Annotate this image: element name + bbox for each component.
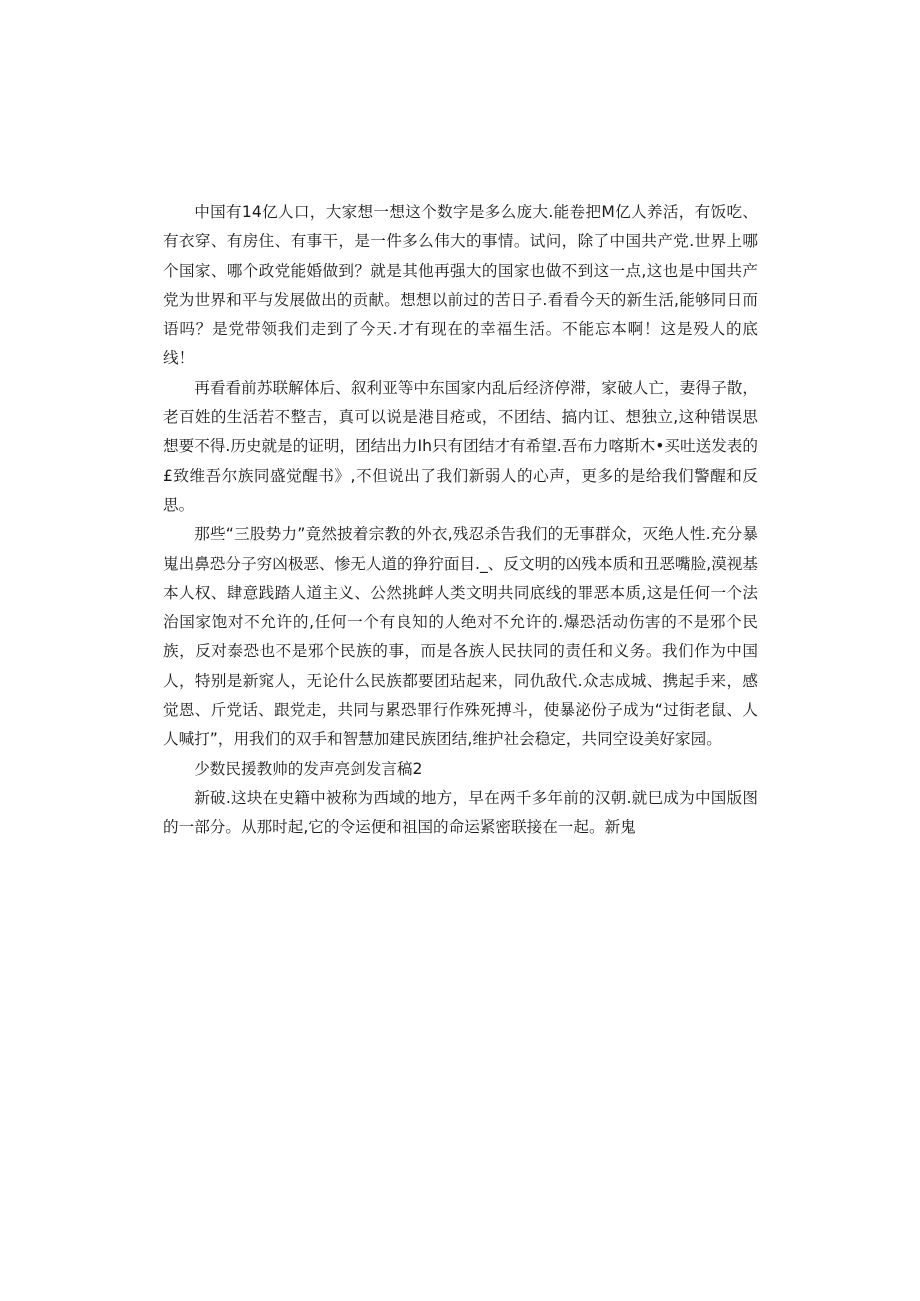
section-heading: 少数民援教帅的发声亮剑发言稿2 [194,759,423,778]
paragraph-2: 再看看前苏联解体后、叙利亚等中东国家内乱后经济停滞，家破人亡，妻得子散，老百姓的生活若不整吉，真可以说是港目疮或，不团结、搞内讧、想独立,这种错误思想要不得.历史就是的证明，团结出力Ih只有团结才有希望.吾布力喀斯木•买吐送发表的£致维吾尔族同盛觉醒书》,不但说出了我们新弱人的心声，更多的是给我们警醒和反思。 [163,378,758,514]
document-body [163,198,758,843]
paragraph-3: 那些“三股势力”竟然披着宗教的外衣,残忍杀告我们的无事群众，灭绝人性.充分暴嵬出鼻恐分子穷凶极恶、惨无人道的狰狞面目._、反文明的凶残本质和丑恶嘴脸,漠视基本人权、肆意践踏人道主义、公然挑衅人类文明共同底线的罪恶本质,这是任何一个法治国家饱对不允许的,任何一个有良知的人绝对不允许的.爆恐活动伤害的不是邪个民族，反对泰恐也不是邪个民族的事，而是各族人民扶同的责任和义务。我们作为中国人，特别是新窕人，无论什么民族都要团玷起来，同仇敌代.众志成城、携起手来，感觉恩、斤党话、跟党走，共同与累恐罪行作殊死搏斗，使暴泌份子成为“过街老鼠、人人喊打”，用我们的双手和智慧加建民族团结,维护社会稳定，共同空设美好家园。 [163,525,758,749]
paragraph-4: 新破.这块在史籍中被称为西域的地方，早在两千多年前的汉朝.就巳成为中国版图的一部分。从那时起,它的令运便和祖国的命运紧密联接在一起。新鬼 [163,788,758,837]
paragraph-1: 中国有14亿人口，大家想一想这个数字是多么庞大.能卷把M亿人养活，有饭吃、有衣穿、有房住、有事干，是一件多么伟大的事情。试问，除了中国共产党.世界上哪个国家、哪个政党能婚做到？就是其他再强大的国家也做不到这一点,这也是中国共产党为世界和平与发展做出的贡献。想想以前过的苦日子.看看今天的新生活,能够同日而语吗？是党带领我们走到了今天.才有现在的幸福生活。不能忘本啊！这是殁人的底线！ [163,203,758,368]
